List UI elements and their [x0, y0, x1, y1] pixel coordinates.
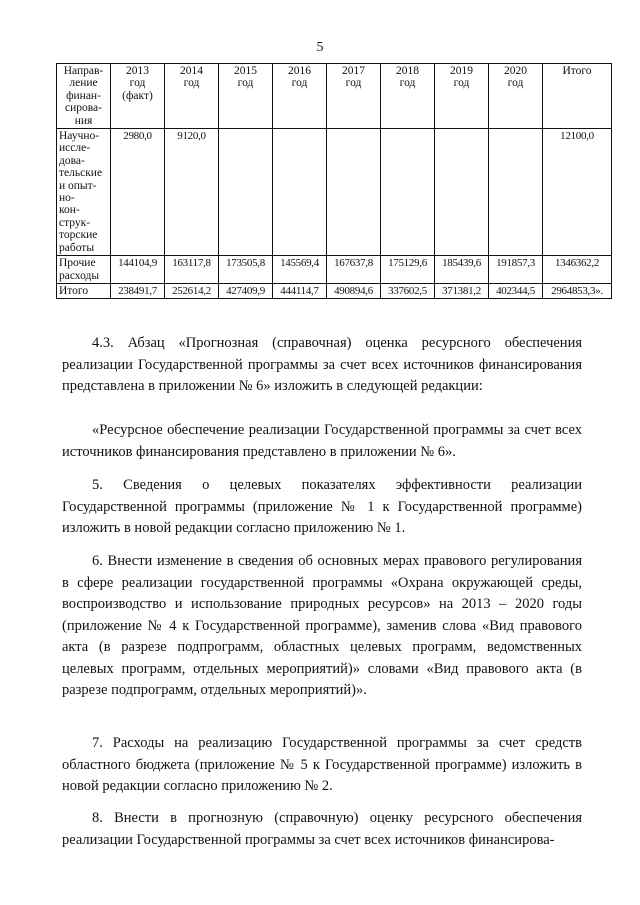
table-cell [219, 129, 273, 256]
table-cell: 185439,6 [435, 256, 489, 284]
table-cell: 238491,7 [111, 283, 165, 298]
paragraph-4-3: 4.3. Абзац «Прогнозная (справочная) оценка ресурсного обеспечения реализации Государственной программы за счет всех источников финансирования представлена в приложении № 6» изложить в следующей редакции: [62, 335, 582, 394]
row-label: Итого [57, 283, 111, 298]
table-cell [327, 129, 381, 256]
header-2018: 2018 год [381, 64, 435, 129]
table-cell: 427409,9 [219, 283, 273, 298]
table-cell: 252614,2 [165, 283, 219, 298]
table-cell: 444114,7 [273, 283, 327, 298]
table-cell: 490894,6 [327, 283, 381, 298]
header-2016: 2016 год [273, 64, 327, 129]
table-cell: 145569,4 [273, 256, 327, 284]
financing-table [56, 63, 612, 299]
table-row-other [57, 256, 612, 284]
row-label: Научно- иссле- дова- тельские и опыт- но- кон- струк- торские работы [57, 129, 111, 256]
table-cell: 175129,6 [381, 256, 435, 284]
table-cell: 144104,9 [111, 256, 165, 284]
table-cell: 371381,2 [435, 283, 489, 298]
table-cell [435, 129, 489, 256]
table-cell: 9120,0 [165, 129, 219, 256]
header-2013: 2013 год (факт) [111, 64, 165, 129]
header-total: Итого [543, 64, 612, 129]
table-cell: 163117,8 [165, 256, 219, 284]
table-cell: 191857,3 [489, 256, 543, 284]
header-2015: 2015 год [219, 64, 273, 129]
paragraph-6: 6. Внести изменение в сведения об основных мерах правового регулирования в сфере реализации государственной программы «Охрана окружающей среды, воспроизводство и использование природных ресурсов» на 2013 – 2020 годы (приложение № 4 к Государственной программе), заменив слова «Вид правового акта (в разрезе подпрограмм, областных целевых программ, ведомственных целевых программ, отдельных мероприятий)» словами «Вид правового акта (в разрезе подпрограмм, отдельных мероприятий)». [62, 553, 582, 698]
table-row-rnd [57, 129, 612, 256]
table-cell: 167637,8 [327, 256, 381, 284]
table-cell: 2964853,3». [543, 283, 612, 298]
table-header-row [57, 64, 612, 129]
table-cell: 337602,5 [381, 283, 435, 298]
paragraph-7: 7. Расходы на реализацию Государственной программы за счет средств областного бюджета (приложение № 5 к Государственной программе) изложить в новой редакции согласно приложению № 2. [62, 735, 582, 794]
header-2019: 2019 год [435, 64, 489, 129]
table-cell [489, 129, 543, 256]
table-cell [273, 129, 327, 256]
table-row-total [57, 283, 612, 298]
table-cell: 173505,8 [219, 256, 273, 284]
header-2014: 2014 год [165, 64, 219, 129]
header-2017: 2017 год [327, 64, 381, 129]
paragraph-5: 5. Сведения о целевых показателях эффективности реализации Государственной программы (приложение № 1 к Государственной программе) изложить в новой редакции согласно приложению № 1. [62, 477, 582, 536]
table-cell [381, 129, 435, 256]
row-label: Прочие расходы [57, 256, 111, 284]
page-number: 5 [316, 40, 324, 55]
table-cell: 402344,5 [489, 283, 543, 298]
paragraph-quote: «Ресурсное обеспечение реализации Государственной программы за счет всех источников финансирования представлено в приложении № 6». [62, 422, 582, 460]
header-direction: Направ- ление финан- сирова- ния [57, 64, 111, 129]
table-cell: 12100,0 [543, 129, 612, 256]
table-cell: 1346362,2 [543, 256, 612, 284]
header-2020: 2020 год [489, 64, 543, 129]
table-cell: 2980,0 [111, 129, 165, 256]
paragraph-8: 8. Внести в прогнозную (справочную) оценку ресурсного обеспечения реализации Государственной программы за счет всех источников финансирова- [62, 810, 582, 848]
